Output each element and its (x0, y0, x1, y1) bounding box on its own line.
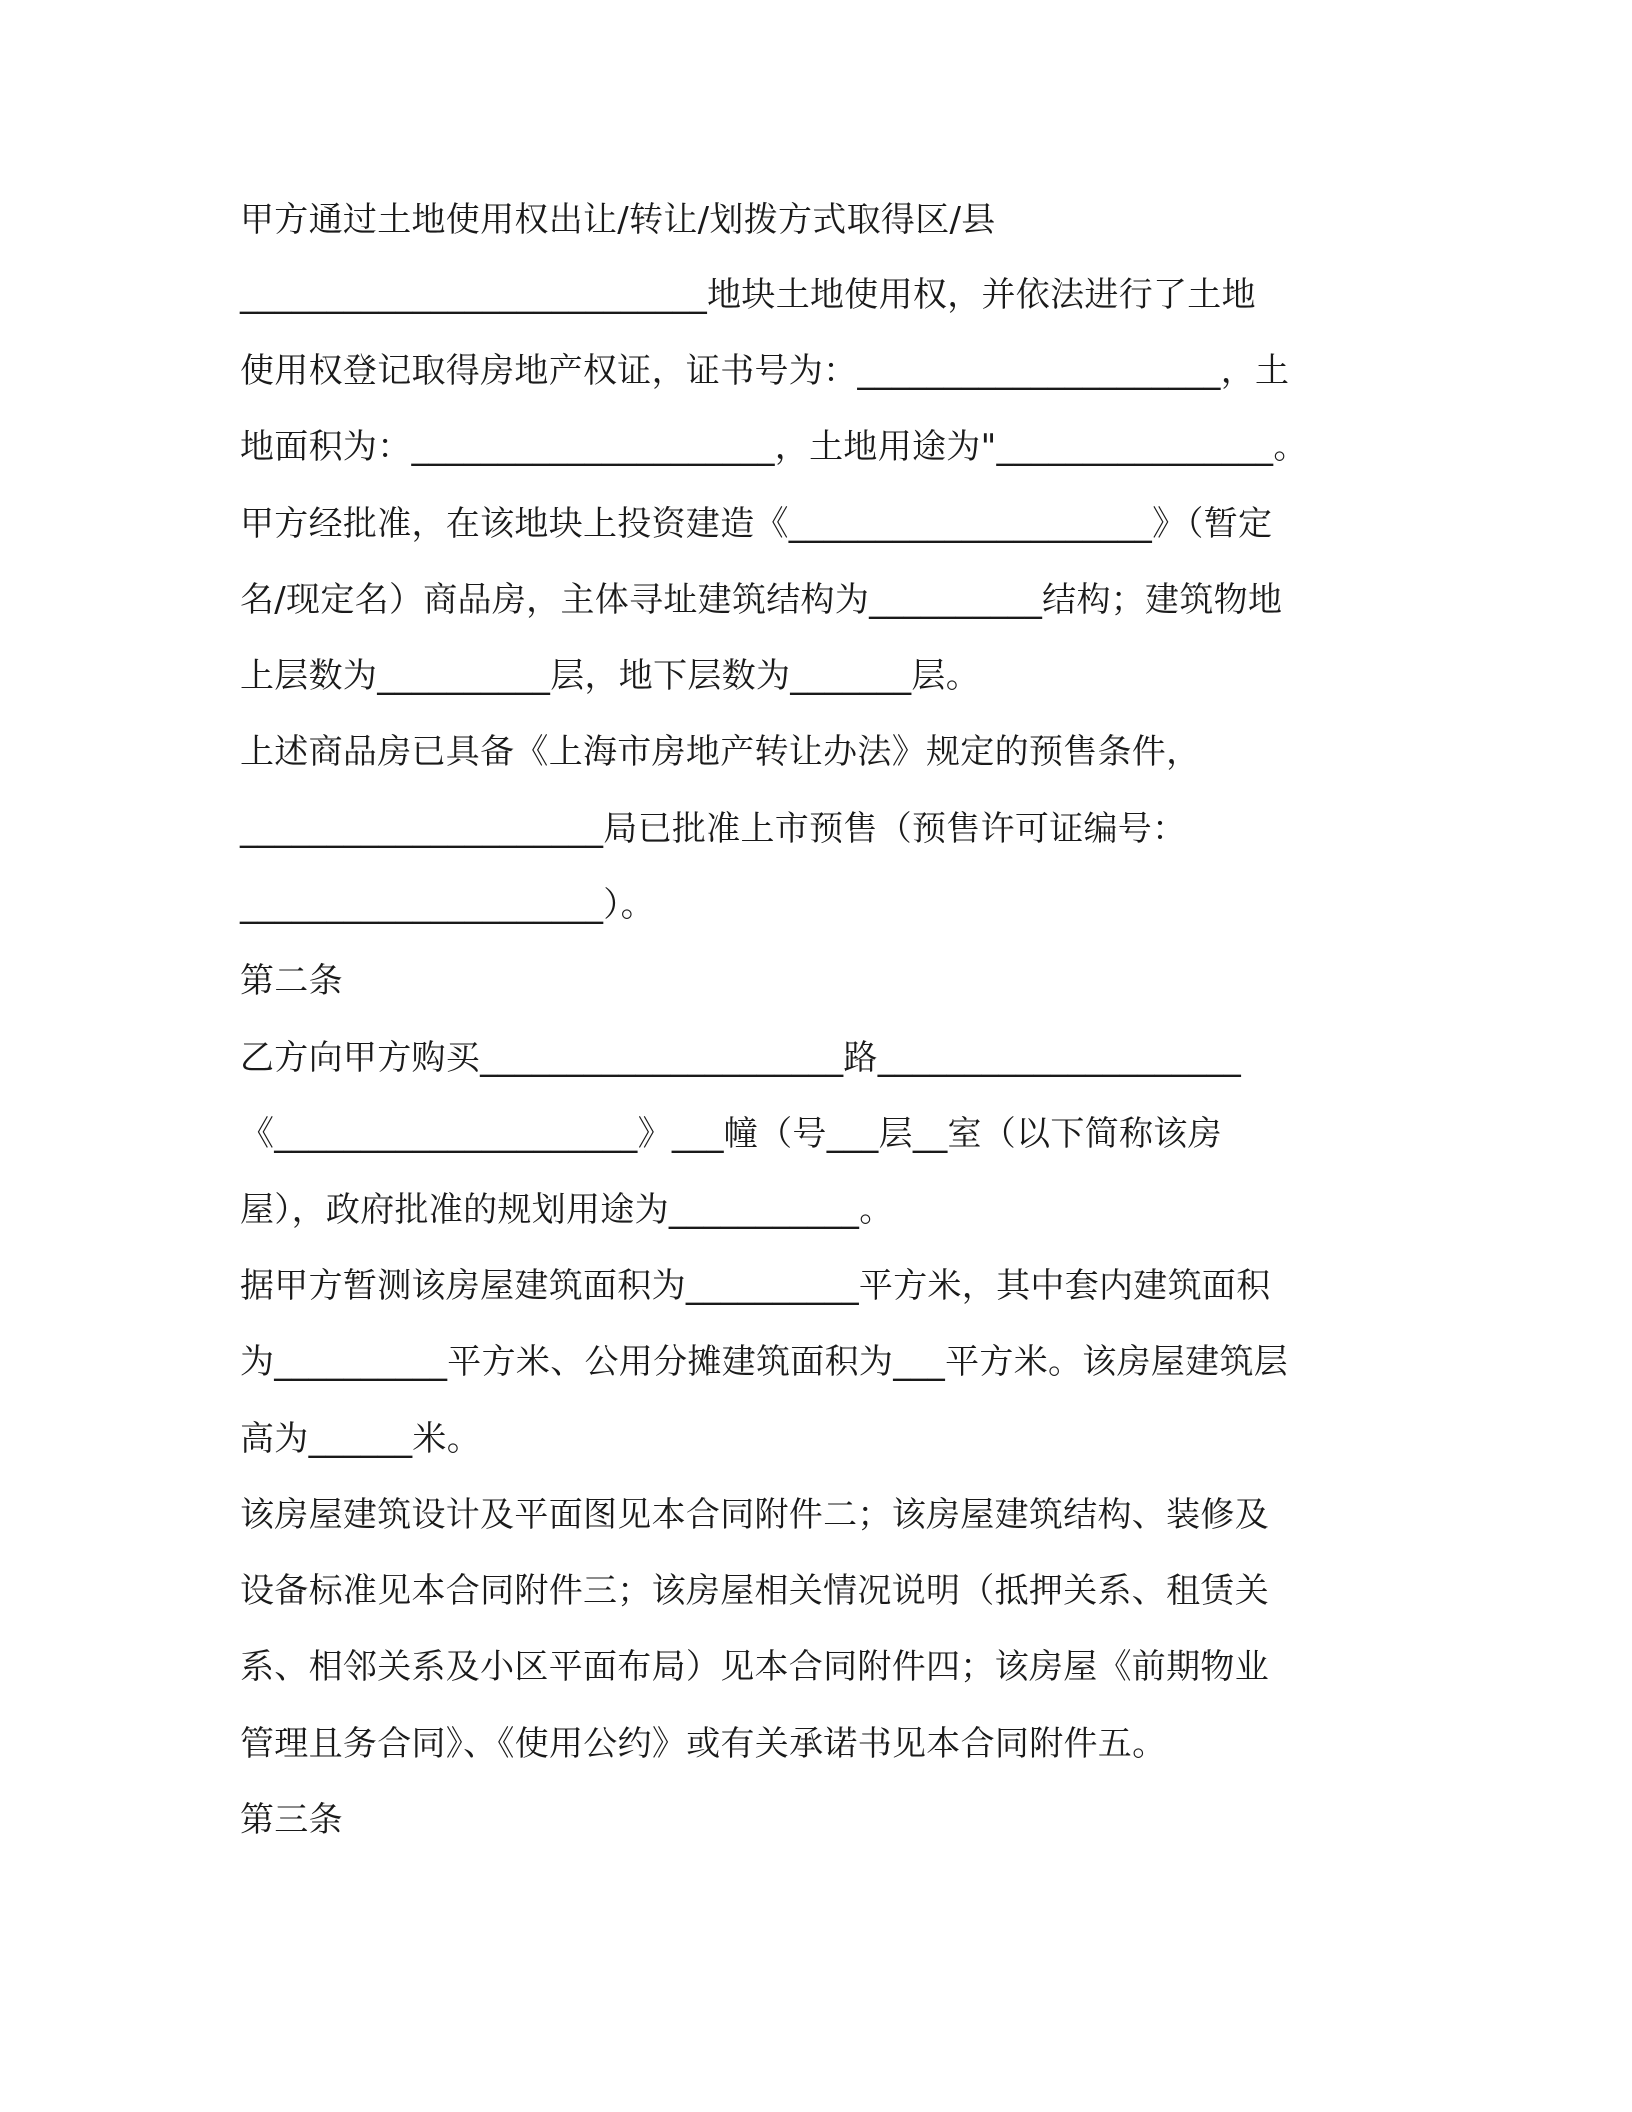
text-line: _____________________局已批准上市预售（预售许可证编号： (240, 809, 1187, 849)
text-line: _____________________）。 (240, 885, 655, 925)
text-line: 屋），政府批准的规划用途为___________。 (240, 1190, 894, 1230)
text-line: 《_____________________》___幢（号___层__室（以下简称该房 (240, 1114, 1222, 1154)
text-line: 设备标准见本合同附件三；该房屋相关情况说明（抵押关系、租赁关 (240, 1571, 1269, 1611)
text-line: 上述商品房已具备《上海市房地产转让办法》规定的预售条件， (240, 732, 1201, 772)
article-heading: 第二条 (240, 961, 343, 1001)
text-line: 名/现定名）商品房，主体寻址建筑结构为__________结构；建筑物地 (240, 580, 1283, 620)
text-line: 管理且务合同》、《使用公约》或有关承诺书见本合同附件五。 (240, 1724, 1167, 1764)
text-line: 据甲方暂测该房屋建筑面积为__________平方米，其中套内建筑面积 (240, 1266, 1271, 1306)
text-line: 上层数为__________层，地下层数为_______层。 (240, 656, 980, 696)
text-line: 该房屋建筑设计及平面图见本合同附件二；该房屋建筑结构、装修及 (240, 1495, 1269, 1535)
text-line: 地面积为：_____________________，土地用途为"________________。 (240, 427, 1308, 467)
text-line: 系、相邻关系及小区平面布局）见本合同附件四；该房屋《前期物业 (240, 1647, 1269, 1687)
text-line: 为__________平方米、公用分摊建筑面积为___平方米。该房屋建筑层 (240, 1342, 1289, 1382)
text-line: 高为______米。 (240, 1419, 481, 1459)
text-line: 乙方向甲方购买_____________________路_____________________ (240, 1038, 1241, 1078)
text-line: 使用权登记取得房地产权证，证书号为：_____________________，土 (240, 351, 1290, 391)
text-line: ___________________________地块土地使用权，并依法进行了土地 (240, 275, 1256, 315)
article-heading: 第三条 (240, 1800, 343, 1840)
text-line: 甲方通过土地使用权出让/转让/划拨方式取得区/县 (240, 200, 996, 240)
text-line: 甲方经批准，在该地块上投资建造《_____________________》（暂定 (240, 504, 1273, 544)
